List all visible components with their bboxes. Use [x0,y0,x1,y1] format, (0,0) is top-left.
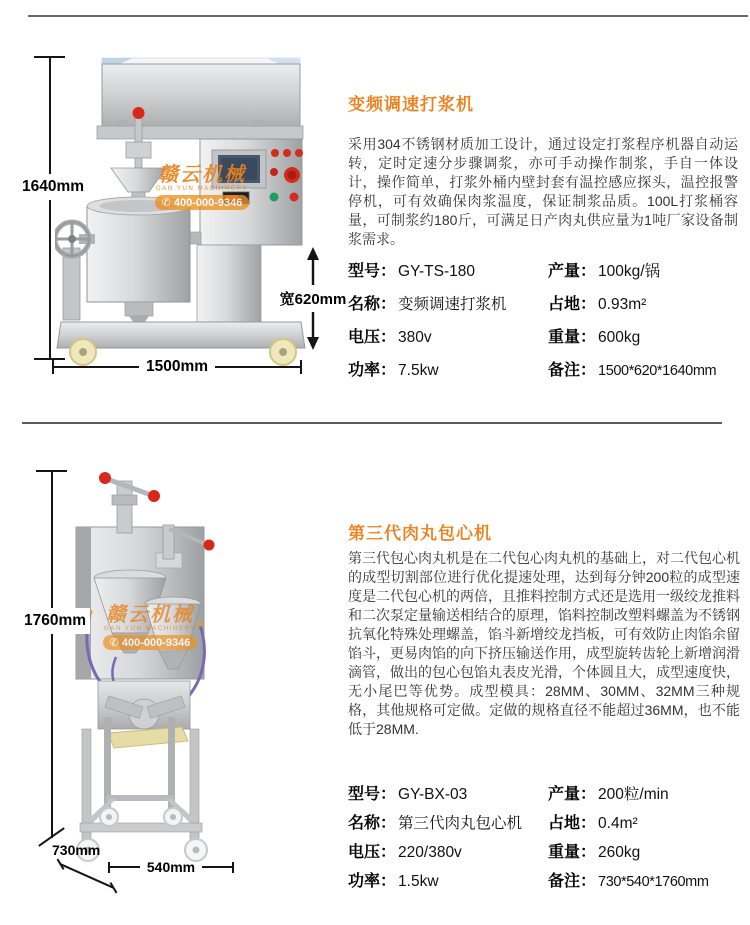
spec-value: 7.5kw [398,362,439,379]
product2-specs-left [348,781,522,897]
spec-value: 1.5kw [398,873,439,890]
dimension-line [51,470,53,838]
dimension-depth-1 [277,247,349,350]
section-divider [22,422,722,424]
spec-label: 型号 [348,786,381,803]
arrow-up-icon [304,247,322,285]
dimension-label: 1760mm [20,608,90,634]
product2-specs-right [548,781,709,897]
spec-value: GY-BX-03 [398,786,468,803]
dimension-line [49,56,51,360]
dimension-tick [232,862,234,873]
spec-value: 1500*620*1640mm [598,363,717,379]
spec-row-output: 产量： 100kg/锅 [548,258,716,291]
dimension-width-1 [52,359,302,375]
spec-row-footprint: 占地： 0.4m² [548,815,638,832]
spec-label: 名称 [348,296,381,313]
dimension-tick [300,360,302,374]
spec-label: 占地 [548,296,581,313]
spec-label: 名称 [348,815,381,832]
spec-row-model: 型号： GY-TS-180 [348,263,475,280]
brand-logo-text: 赣云机械 [158,164,246,186]
product1-photo [55,50,310,368]
product1-specs-left [348,258,507,390]
phone-icon: ✆ [109,637,119,649]
dimension-height-1 [18,56,88,360]
dimension-line [54,366,139,368]
spec-value: 220/380v [398,844,462,861]
product1-specs-right [548,258,716,390]
spec-label: 产量 [548,263,581,280]
product2-description: 第三代包心肉丸机是在二代包心肉丸机的基础上，对二代包心机的成型切割部位进行优化提速处理，达到每分钟200粒的成型速度是二代包心机的两倍，且推料控制方式还是选用一级绞龙推料和二次泵定量输送相结合的原理，馅料控制改塑料螺盖为不锈钢抗氧化特殊处理螺盖，馅斗新增绞龙挡板，可有效防止肉馅余留馅斗，更易肉馅的向下挤压输送作用，成型旋转齿轮上新增润滑滴管，做出的包心包馅丸表皮光滑，个体圆且大，成型速度快，无小尾巴等优势。成型模具：28MM、30MM、32MM三种规格，其他规格可定做。定做的规格直径不能超过36MM，也不能低于28MM. [348,550,740,737]
product1-description: 采用304不锈钢材质加工设计，通过设定打浆程序机器自动运转，定时定速分步骤调浆，亦可手动操作制浆，手自一体设计，操作简单，打浆外桶内壁封套有温控感应探头，温控报警停机，可有效确保肉浆温度，保证制浆品质。100L打浆桶容量，可制浆约180斤，可满足日产肉丸供应量为1吨厂家设备制浆需求。 [348,136,738,247]
spec-row-footprint: 占地： 0.93m² [548,296,647,313]
spec-row-output: 产量： 200粒/min [548,781,709,810]
dimension-label: 宽620mm [279,291,347,308]
spec-row-power: 功率： 7.5kw [348,362,439,379]
spec-row-name: 名称： 变频调速打浆机 [348,291,507,324]
dimension-line [60,863,114,888]
spec-row-remark: 备注： 1500*620*1640mm [548,362,717,379]
spec-label: 功率 [348,873,381,890]
spec-label: 电压 [348,844,381,861]
dimension-line [110,866,140,868]
brand-logo-subtext: GAN YUN MACHINERY [104,626,196,632]
spec-label: 重量 [548,329,581,346]
dimension-label: 730mm [52,842,101,858]
spec-value: 600kg [598,329,641,346]
spec-value: 0.4m² [598,815,638,832]
spec-row-weight: 重量： 600kg [548,329,641,346]
dimension-label: 540mm [146,859,196,875]
product2-title: 第三代肉丸包心机 [348,524,492,543]
spec-row-voltage: 电压： 220/380v [348,844,462,861]
spec-label: 功率 [348,362,381,379]
brand-logo-text: 赣云机械 [106,604,194,626]
spec-row-power: 功率： 1.5kw [348,873,439,890]
spec-row-name: 名称： 第三代肉丸包心机 [348,810,522,839]
spec-label: 电压 [348,329,381,346]
hotline-number: 400-000-9346 [121,637,191,649]
spec-value: 380v [398,329,432,346]
spec-value: 第三代肉丸包心机 [398,815,523,832]
spec-label: 占地 [548,815,581,832]
spec-label: 备注 [548,873,581,890]
spec-row-voltage: 电压： 380v [348,329,432,346]
phone-icon: ✆ [161,197,171,209]
spec-row-weight: 重量： 260kg [548,844,641,861]
dimension-width-2 [108,860,234,874]
spec-label: 重量 [548,844,581,861]
spec-label: 产量 [548,786,581,803]
spec-value: 200粒/min [598,786,669,803]
dimension-label: 1640mm [18,174,88,200]
spec-label: 备注 [548,362,581,379]
spec-row-remark: 备注： 730*540*1760mm [548,873,709,890]
spec-value: 变频调速打浆机 [398,296,507,313]
dimension-label: 1500mm [145,358,209,375]
dimension-line [202,866,232,868]
spec-value: 100kg/锅 [598,263,661,280]
dimension-line [215,366,300,368]
spec-value: GY-TS-180 [398,263,475,280]
top-divider [28,15,748,17]
spec-value: 260kg [598,844,641,861]
dimension-height-2 [20,470,90,838]
arrow-down-icon [304,312,322,350]
beating-machine-image [55,50,310,368]
spec-value: 0.93m² [598,296,647,313]
product1-title: 变频调速打浆机 [348,95,474,114]
brand-logo-subtext: GAN YUN MACHINERY [156,186,248,192]
spec-value: 730*540*1760mm [598,874,709,890]
spec-label: 型号 [348,263,381,280]
hotline-number: 400-000-9346 [173,197,243,209]
spec-row-model: 型号： GY-BX-03 [348,786,468,803]
